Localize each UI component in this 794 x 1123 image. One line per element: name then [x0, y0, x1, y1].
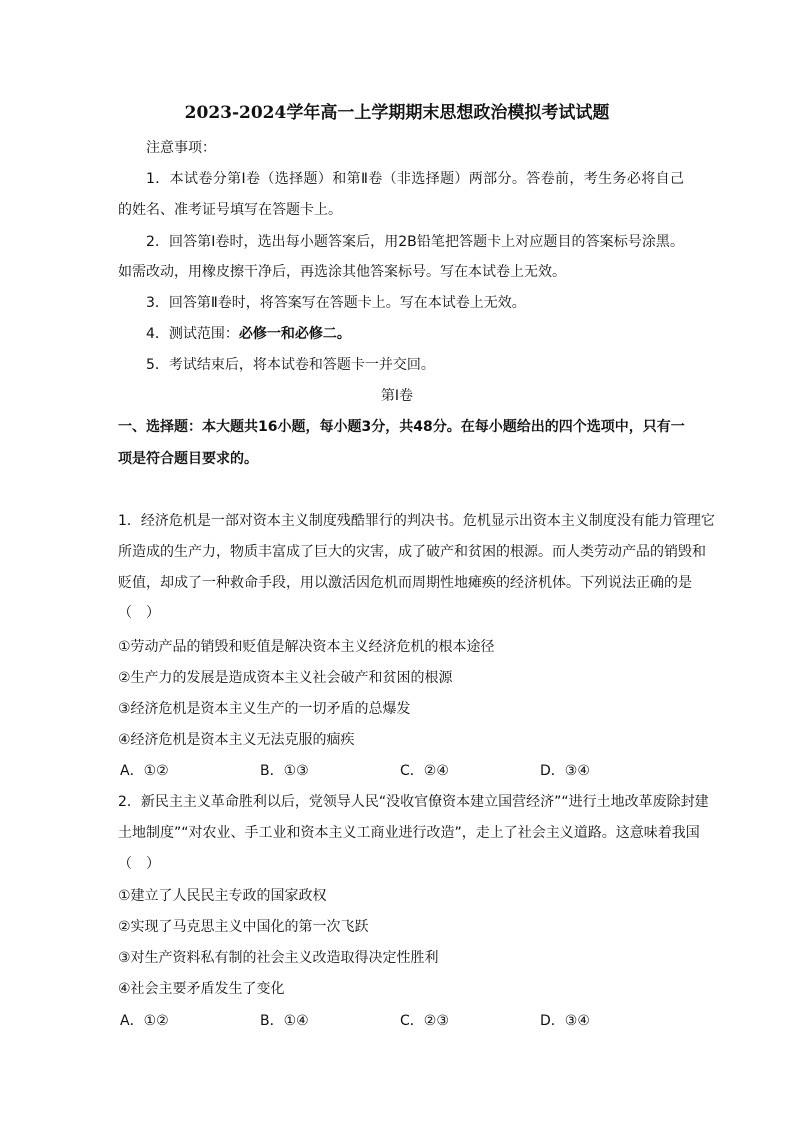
- notice-heading: 注意事项：: [146, 140, 216, 156]
- notice-item-4-prefix: 4．测试范围：: [146, 326, 239, 342]
- answer-blank: （ ）: [118, 605, 160, 621]
- option-b: B．①④: [260, 1013, 309, 1029]
- statement: ③经济危机是资本主义生产的一切矛盾的总爆发: [118, 701, 411, 717]
- question-1-text: 贬值，却成了一种救命手段，用以激活因危机而周期性地瘫痪的经济机体。下列说法正确的是: [118, 575, 692, 591]
- page-title: 2023-2024学年高一上学期期末思想政治模拟考试试题: [184, 103, 610, 123]
- section-instructions: 项是符合题目要求的。: [118, 451, 258, 467]
- option-a: A．①②: [120, 1013, 169, 1029]
- notice-item: 3．回答第Ⅱ卷时，将答案写在答题卡上。写在本试卷上无效。: [146, 295, 526, 311]
- question-2-text: 土地制度”“对农业、手工业和资本主义工商业进行改造”，走上了社会主义道路。这意味着我国: [118, 825, 700, 841]
- option-b: B．①③: [260, 763, 309, 779]
- option-d: D．③④: [540, 1013, 590, 1029]
- option-d: D．③④: [540, 763, 590, 779]
- question-1-text: 1．经济危机是一部对资本主义制度残酷罪行的判决书。危机显示出资本主义制度没有能力管理它: [118, 513, 715, 529]
- statement: ②实现了马克思主义中国化的第一次飞跃: [118, 919, 369, 935]
- answer-blank: （ ）: [118, 856, 160, 872]
- options-row: [120, 1012, 686, 1030]
- notice-item: 2．回答第Ⅰ卷时，选出每小题答案后，用2B铅笔把答题卡上对应题目的答案标号涂黑。: [146, 234, 684, 250]
- option-c: C．②③: [400, 1013, 449, 1029]
- statement: ①建立了人民民主专政的国家政权: [118, 888, 327, 904]
- section-title: 第Ⅰ卷: [380, 388, 414, 404]
- notice-item-4: [146, 325, 684, 343]
- statement: ④社会主要矛盾发生了变化: [118, 981, 285, 997]
- statement: ②生产力的发展是造成资本主义社会破产和贫困的根源: [118, 670, 453, 686]
- notice-item: 的姓名、准考证号填写在答题卡上。: [118, 202, 342, 218]
- question-2-text: 2．新民主主义革命胜利以后，党领导人民“没收官僚资本建立国营经济”“进行土地改革废除封建: [118, 794, 709, 810]
- notice-item: 1．本试卷分第Ⅰ卷（选择题）和第Ⅱ卷（非选择题）两部分。答卷前，考生务必将自己: [146, 171, 684, 187]
- question-1-text: 所造成的生产力，物质丰富成了巨大的灾害，成了破产和贫困的根源。而人类劳动产品的销毁和: [118, 544, 706, 560]
- option-a: A．①②: [120, 763, 169, 779]
- test-scope: 必修一和必修二。: [238, 326, 351, 342]
- statement: ④经济危机是资本主义无法克服的痼疾: [118, 732, 355, 748]
- statement: ①劳动产品的销毁和贬值是解决资本主义经济危机的根本途径: [118, 639, 495, 655]
- options-row: [120, 762, 686, 780]
- section-instructions: 一、选择题：本大题共16小题，每小题3分，共48分。在每小题给出的四个选项中，只有一: [118, 419, 685, 435]
- notice-item: 如需改动，用橡皮擦干净后，再选涂其他答案标号。写在本试卷上无效。: [118, 264, 566, 280]
- notice-item: 5．考试结束后，将本试卷和答题卡一并交回。: [146, 357, 435, 373]
- option-c: C．②④: [400, 763, 449, 779]
- statement: ③对生产资料私有制的社会主义改造取得决定性胜利: [118, 950, 439, 966]
